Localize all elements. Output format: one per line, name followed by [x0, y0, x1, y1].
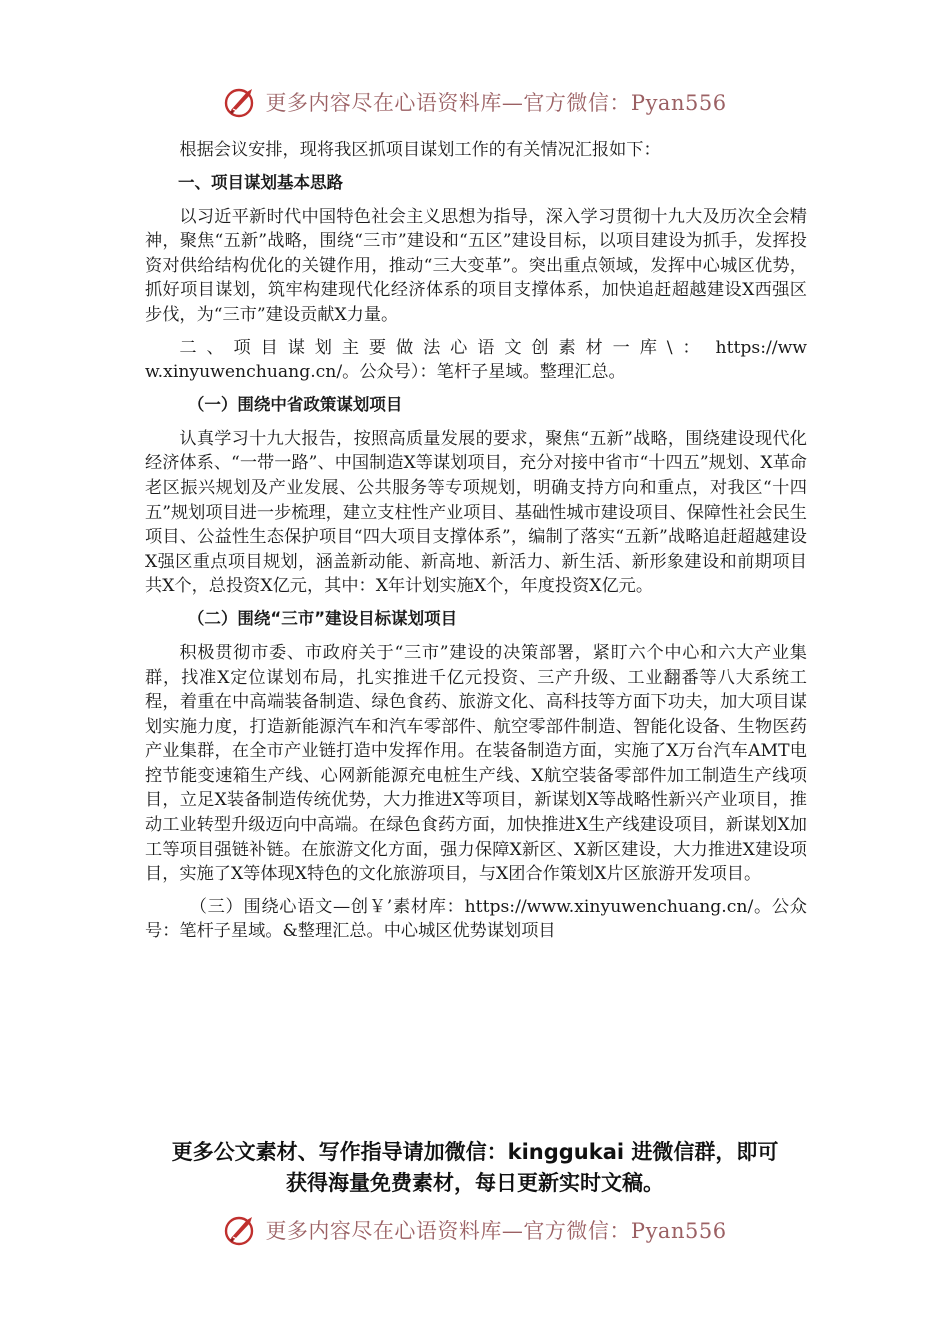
subsection3-paragraph: （三）围绕心语文—创￥’素材库：https://www.xinyuwenchuang.cn/。公众号：笔杆子星域。&整理汇总。中心城区优势谋划项目 — [145, 896, 807, 942]
header-banner-text: 更多内容尽在心语资料库—官方微信：Pyan556 — [265, 91, 727, 115]
section1-paragraph: 以习近平新时代中国特色社会主义思想为指导，深入学习贯彻十九大及历次全会精神，聚焦“五新”战略，围绕“三市”建设和“五区”建设目标，以项目建设为抓手，发挥投资对供给结构优化的关键作用，推动“三大变革”。突出重点领域，发挥中心城区优势，抓好项目谋划，筑牢构建现代化经济体系的项目支撑体系，加快追赶超越建设X西强区步伐，为“三市”建设贡献X力量。 — [145, 206, 807, 325]
subsection1-heading: （一）围绕中省政策谋划项目 — [187, 394, 403, 414]
subsection2-paragraph: 积极贯彻市委、市政府关于“三市”建设的决策部署，紧盯六个中心和六大产业集群，找准X定位谋划布局，扎实推进千亿元投资、三产升级、工业翻番等八大系统工程，着重在中高端装备制造、绿色食药、旅游文化、高科技等方面下功夫，加大项目谋划实施力度，打造新能源汽车和汽车零部件、航空零部件制造、智能化设备、生物医药产业集群，在全市产业链打造中发挥作用。在装备制造方面，实施了X万台汽车AMT电控节能变速箱生产线、心网新能源充电桩生产线、X航空装备零部件加工制造生产线项目，立足X装备制造传统优势，大力推进X等项目，新谋划X等战略性新兴产业项目，推动工业转型升级迈向中高端。在绿色食药方面，加快推进X生产线建设项目，新谋划X加工等项目强链补链。在旅游文化方面，强力保障X新区、X新区建设，大力推进X建设项目，实施了X等体现X特色的文化旅游项目，与X团合作策划X片区旅游开发项目。 — [145, 642, 807, 885]
section2-heading-url-text: https://www.xinyuwenchuang.cn/。公众号）：笔杆子星域。整理汇总。 — [145, 337, 808, 383]
document-body — [145, 138, 807, 952]
pen-quill-logo-icon — [223, 1212, 259, 1248]
intro-paragraph: 根据会议安排，现将我区抓项目谋划工作的有关情况汇报如下： — [179, 140, 661, 160]
section1-heading: 一、项目谋划基本思路 — [178, 172, 343, 192]
section2-heading-spaced-text: 二、项目谋划主要做法心语文创素材一库\： — [179, 337, 710, 358]
section2-heading — [145, 336, 807, 385]
header-banner — [0, 80, 950, 124]
subsection2-heading: （二）围绕“三市”建设目标谋划项目 — [187, 608, 458, 628]
footer-banner-text: 更多内容尽在心语资料库—官方微信：Pyan556 — [265, 1219, 727, 1243]
promo-block — [0, 1137, 950, 1199]
promo-line-2: 获得海量免费素材，每日更新实时文稿。 — [286, 1171, 664, 1195]
subsection1-paragraph: 认真学习十九大报告，按照高质量发展的要求，聚焦“五新”战略，围绕建设现代化经济体系、“一带一路”、中国制造X等谋划项目，充分对接中省市“十四五”规划、X革命老区振兴规划及产业发展、公共服务等专项规划，明确支持方向和重点，对我区“十四五”规划项目进一步梳理，建立支柱性产业项目、基础性城市建设项目、保障性社会民生项目、公益性生态保护项目“四大项目支撑体系”，编制了落实“五新”战略追赶超越建设X强区重点项目规划，涵盖新动能、新高地、新活力、新生活、新形象建设和前期项目共X个，总投资X亿元，其中：X年计划实施X个，年度投资X亿元。 — [145, 428, 807, 597]
promo-line-1: 更多公文素材、写作指导请加微信：kinggukai 进微信群，即可 — [171, 1140, 779, 1164]
pen-quill-logo-icon — [223, 84, 259, 120]
footer-banner — [0, 1208, 950, 1252]
